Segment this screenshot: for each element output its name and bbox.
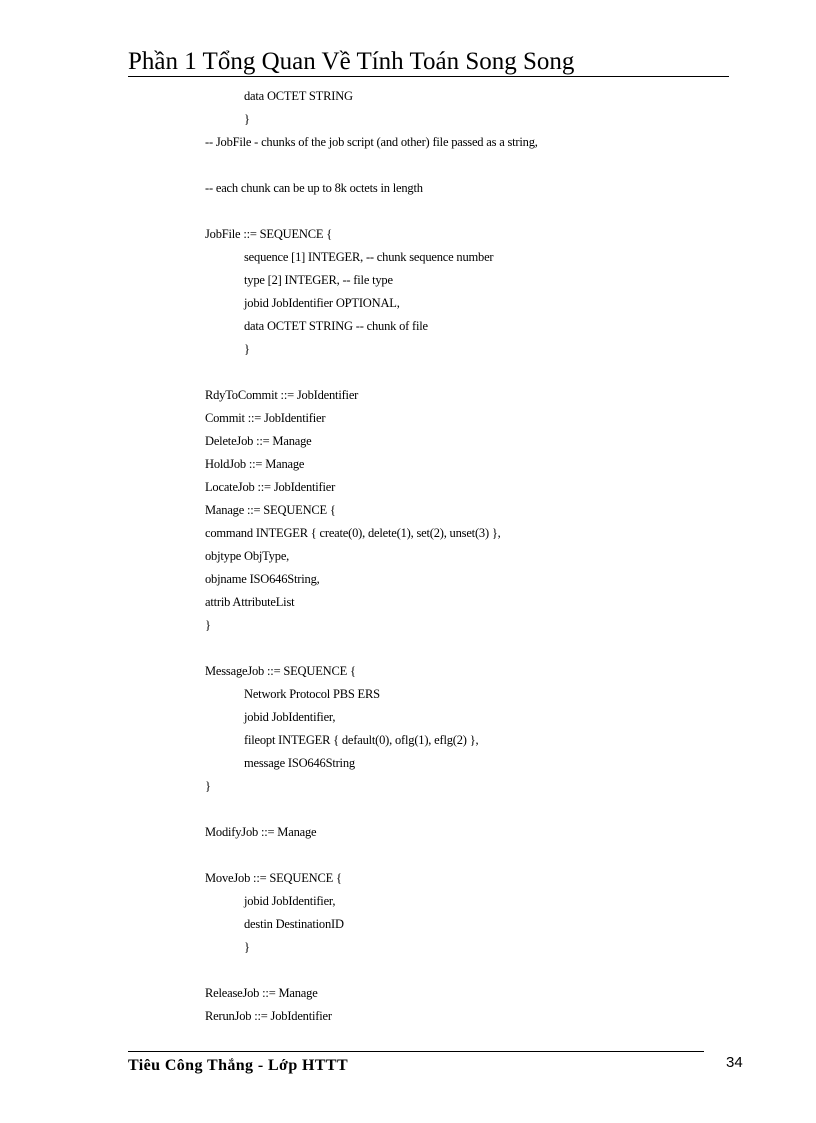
text-line: data OCTET STRING xyxy=(244,89,353,103)
text-line: LocateJob ::= JobIdentifier xyxy=(205,480,336,494)
text-line: Manage ::= SEQUENCE { xyxy=(205,503,336,517)
text-line: MoveJob ::= SEQUENCE { xyxy=(205,871,342,885)
text-line: } xyxy=(244,940,250,954)
page-number: 34 xyxy=(726,1054,743,1071)
footer-divider xyxy=(128,1051,704,1052)
text-line: fileopt INTEGER { default(0), oflg(1), eflg(2) }, xyxy=(244,733,479,747)
blank-line xyxy=(205,798,765,821)
header-divider xyxy=(128,76,729,77)
text-line: RerunJob ::= JobIdentifier xyxy=(205,1009,332,1023)
text-line: type [2] INTEGER, -- file type xyxy=(244,273,393,287)
text-line: destin DestinationID xyxy=(244,917,344,931)
document-body xyxy=(205,85,765,1028)
text-line: message ISO646String xyxy=(244,756,355,770)
text-line: ReleaseJob ::= Manage xyxy=(205,986,318,1000)
text-line: ModifyJob ::= Manage xyxy=(205,825,317,839)
text-line: Commit ::= JobIdentifier xyxy=(205,411,326,425)
blank-line xyxy=(205,637,765,660)
footer-author: Tiêu Công Thắng - Lớp HTTT xyxy=(128,1057,349,1074)
text-line: sequence [1] INTEGER, -- chunk sequence number xyxy=(244,250,494,264)
text-line: -- JobFile - chunks of the job script (and other) file passed as a string, xyxy=(205,135,538,149)
text-line: } xyxy=(205,618,211,632)
blank-line xyxy=(205,154,765,177)
text-line: jobid JobIdentifier, xyxy=(244,894,336,908)
text-line: data OCTET STRING -- chunk of file xyxy=(244,319,428,333)
text-line: objname ISO646String, xyxy=(205,572,320,586)
text-line: RdyToCommit ::= JobIdentifier xyxy=(205,388,359,402)
blank-line xyxy=(205,200,765,223)
text-line: objtype ObjType, xyxy=(205,549,290,563)
text-line: MessageJob ::= SEQUENCE { xyxy=(205,664,356,678)
text-line: attrib AttributeList xyxy=(205,595,295,609)
text-line: jobid JobIdentifier OPTIONAL, xyxy=(244,296,400,310)
text-line: } xyxy=(244,112,250,126)
text-line: jobid JobIdentifier, xyxy=(244,710,336,724)
text-line: command INTEGER { create(0), delete(1), set(2), unset(3) }, xyxy=(205,526,501,540)
blank-line xyxy=(205,959,765,982)
text-line: -- each chunk can be up to 8k octets in length xyxy=(205,181,423,195)
text-line: } xyxy=(205,779,211,793)
blank-line xyxy=(205,361,765,384)
text-line: } xyxy=(244,342,250,356)
text-line: Network Protocol PBS ERS xyxy=(244,687,380,701)
text-line: DeleteJob ::= Manage xyxy=(205,434,312,448)
text-line: JobFile ::= SEQUENCE { xyxy=(205,227,333,241)
text-line: HoldJob ::= Manage xyxy=(205,457,305,471)
blank-line xyxy=(205,844,765,867)
page-title: Phần 1 Tổng Quan Về Tính Toán Song Song xyxy=(128,48,575,75)
